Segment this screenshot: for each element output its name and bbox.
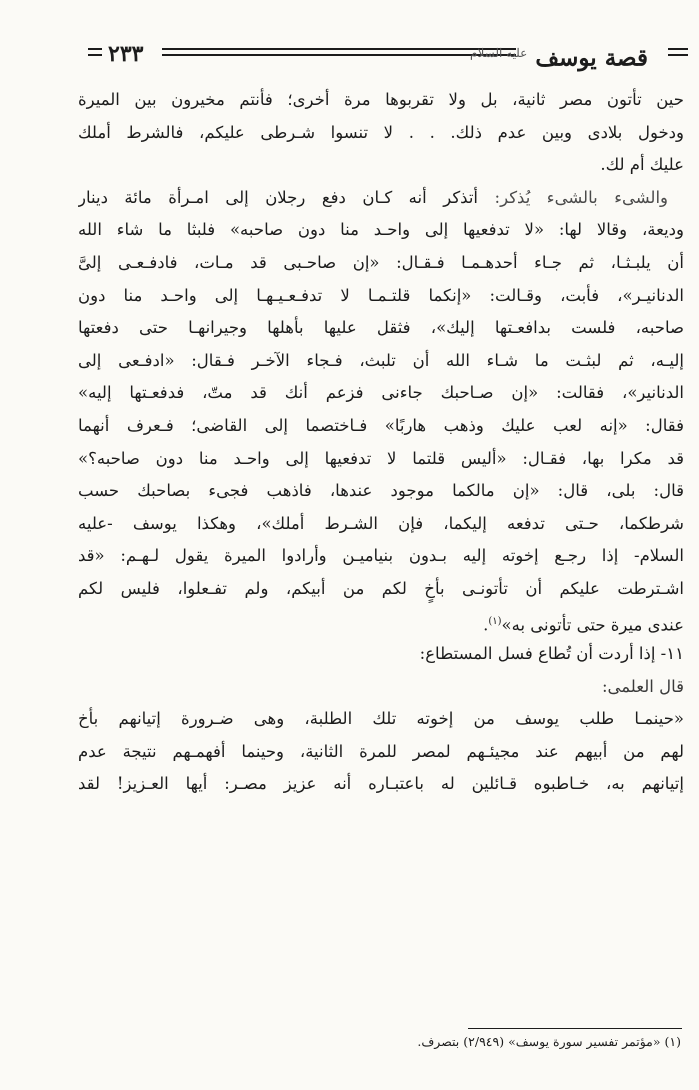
paragraph-lead: والشىء بالشىء يُذكر: [494, 187, 669, 207]
text-line: اشـترطت عليكم أن تأتونـى بأخٍ لكم من أبيكم، ولم تفـعلوا، فليس لكم [78, 578, 684, 598]
section-heading: ١١- إذا أردت أن تُطاع فسل المستطاع: [419, 644, 684, 664]
text-line: الدنانيـر»، فأبت، وقـالت: «إنكما قلتـمـا لا تدفـعـيـهـا إلى واحـد منا دون [78, 285, 684, 305]
text-line: قال: بلى، قال: «إن مالكما موجود عندها، فاذهب فجىء بصاحبك حسب [78, 481, 684, 501]
page-header [88, 38, 688, 74]
header-rule-left-bottom [88, 54, 102, 56]
text-line: «حينمـا طلب يوسف من إخوته تلك الطلبة، وهى ضـرورة إتيانهم بأخ [78, 709, 684, 729]
text-span: عندى ميرة حتى تأتونى به» [501, 615, 684, 634]
page-number: ٢٣٣ [108, 41, 144, 67]
text-line: صاحبه، فلست بدافعـتها إليك»، فثقل عليها بأهلها وجيرانهـا حتى دفعتها [78, 318, 684, 338]
text-line: إتيانهم به، خـاطبوه قـائلين له باعتبـاره أنه عزيز مصـر: أيها العـزيز! لقد [78, 774, 684, 794]
footnote-rule [468, 1028, 682, 1029]
body-text [78, 84, 684, 801]
text-line [78, 182, 684, 215]
footnote: (١) «مؤتمر تفسير سورة يوسف» (٢/٩٤٩) بتصرف. [417, 1034, 681, 1049]
text-line: شرطكما، حـتى تدفعه إليكما، فإن الشـرط أملك»، وهكذا يوسف -عليه [78, 513, 684, 533]
text-line: لهم من أبيهم عند مجيئـهم لمصر للمرة الثانية، وحينما أفهمـهم نتيجة عدم [78, 741, 684, 761]
text-span: . [483, 615, 489, 634]
header-rule-right-top [668, 48, 688, 50]
text-line: عليك أم لك. [600, 155, 684, 175]
text-line: الدنانير»، فقالت: «إن صـاحبك جاءنى فزعم أنك قد متّ، فدفعـتها إليه» [78, 383, 684, 403]
text-line: أن يلبـثـا، ثم جـاء أحدهـمـا فـقـال: «إن صاحـبى قد مـات، فادفـعـى إلىَّ [78, 252, 684, 272]
header-rule-left-top [88, 48, 102, 50]
text-line: إليـه، ثم لبثـت ما شـاء الله أن تلبث، فـجاء الآخـر فـقال: «ادفـعى إلى [78, 350, 684, 370]
salutation-mark: عليه السلام [470, 46, 528, 60]
text-span: أتذكر أنه كـان دفع رجلان إلى امـرأة مائة دينار [78, 187, 479, 207]
header-rule-right-bottom [668, 54, 688, 56]
text-line: حين تأتون مصر ثانية، بل ولا تقربوها مرة أخرى؛ فأنتم مخيرون بين الميرة [78, 90, 684, 109]
text-line: ودخول بلادى وبين عدم ذلك. . . لا تنسوا شـرطى عليكم، فالشرط أملك [78, 122, 684, 142]
running-title-text: قصة يوسف [535, 44, 648, 72]
footnote-reference: (١) [488, 615, 502, 627]
header-rule-middle-top [162, 48, 516, 50]
text-line: السلام- إذا رجـع إخوته إليه بـدون بنياميـن وأرادوا الميرة يقول لـهـم: «قد [78, 546, 684, 566]
running-title [470, 38, 648, 74]
text-line [78, 606, 684, 639]
text-line: قد مكرا بها، فقـال: «أليس قلتما لا تدفعيها إلى واحـد منا دون صاحبه؟» [78, 448, 684, 468]
text-line: فقال: «إنه لعب عليك وذهب هاربًا» فـاختصما إلى القاضى؛ فـعرف أنهما [78, 415, 684, 435]
header-rule-middle-bottom [162, 54, 516, 56]
text-line: وديعة، وقالا لها: «لا تدفعيها إلى واحـد منا دون صاحبه» فلبثا ما شاء الله [78, 220, 684, 240]
subheading: قال العلمى: [601, 676, 684, 696]
